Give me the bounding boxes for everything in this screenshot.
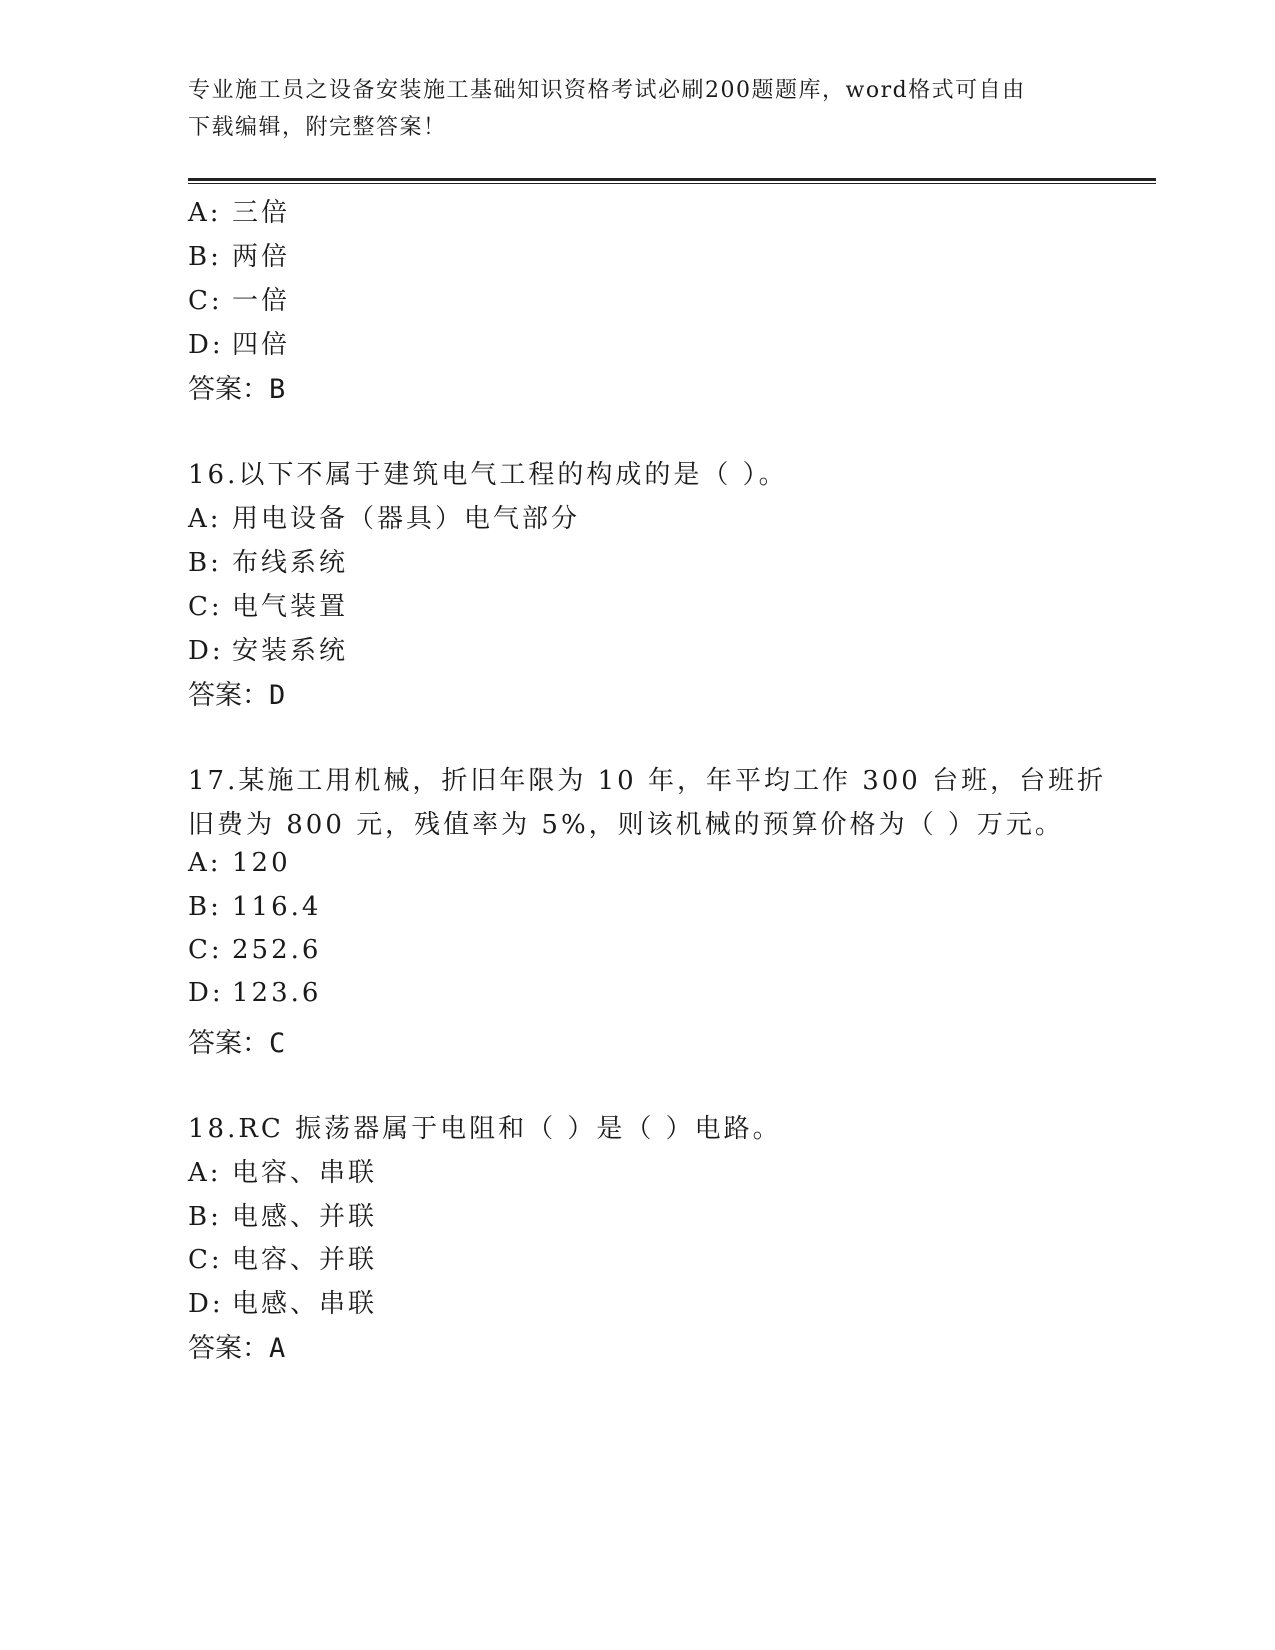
question-17-stem-line-2: 旧费为 800 元，残值率为 5%，则该机械的预算价格为（ ）万元。 xyxy=(188,810,1064,840)
option-b: B: 两倍 xyxy=(188,242,291,272)
option-b: B: 116.4 xyxy=(188,892,322,922)
option-b: B: 布线系统 xyxy=(188,548,349,578)
option-d: D: 123.6 xyxy=(188,978,322,1008)
option-a: A: 电容、串联 xyxy=(188,1158,378,1188)
option-c: C: 252.6 xyxy=(188,935,322,965)
header-line-2: 下载编辑，附完整答案！ xyxy=(188,115,447,140)
answer-line: 答案：C xyxy=(188,1028,286,1059)
answer-line: 答案：A xyxy=(188,1333,286,1364)
option-a: A: 用电设备（器具）电气部分 xyxy=(188,504,581,534)
option-a: A: 120 xyxy=(188,848,291,878)
option-b: B: 电感、并联 xyxy=(188,1202,378,1232)
question-16-stem: 16.以下不属于建筑电气工程的构成的是（ ）。 xyxy=(188,460,788,490)
option-c: C: 电气装置 xyxy=(188,592,349,622)
answer-line: 答案：B xyxy=(188,374,286,405)
question-18-stem: 18.RC 振荡器属于电阻和（ ）是（ ）电路。 xyxy=(188,1114,782,1144)
header-line-1: 专业施工员之设备安装施工基础知识资格考试必刷200题题库，word格式可自由 xyxy=(188,78,1026,103)
option-c: C: 电容、并联 xyxy=(188,1245,378,1275)
option-c: C: 一倍 xyxy=(188,286,291,316)
header-divider xyxy=(188,178,1156,184)
question-17-stem-line-1: 17.某施工用机械，折旧年限为 10 年，年平均工作 300 台班，台班折 xyxy=(188,766,1107,796)
option-d: D: 安装系统 xyxy=(188,636,349,666)
option-d: D: 四倍 xyxy=(188,330,291,360)
document-header xyxy=(188,72,1088,146)
answer-line: 答案：D xyxy=(188,680,286,711)
option-d: D: 电感、串联 xyxy=(188,1289,378,1319)
option-a: A: 三倍 xyxy=(188,198,291,228)
